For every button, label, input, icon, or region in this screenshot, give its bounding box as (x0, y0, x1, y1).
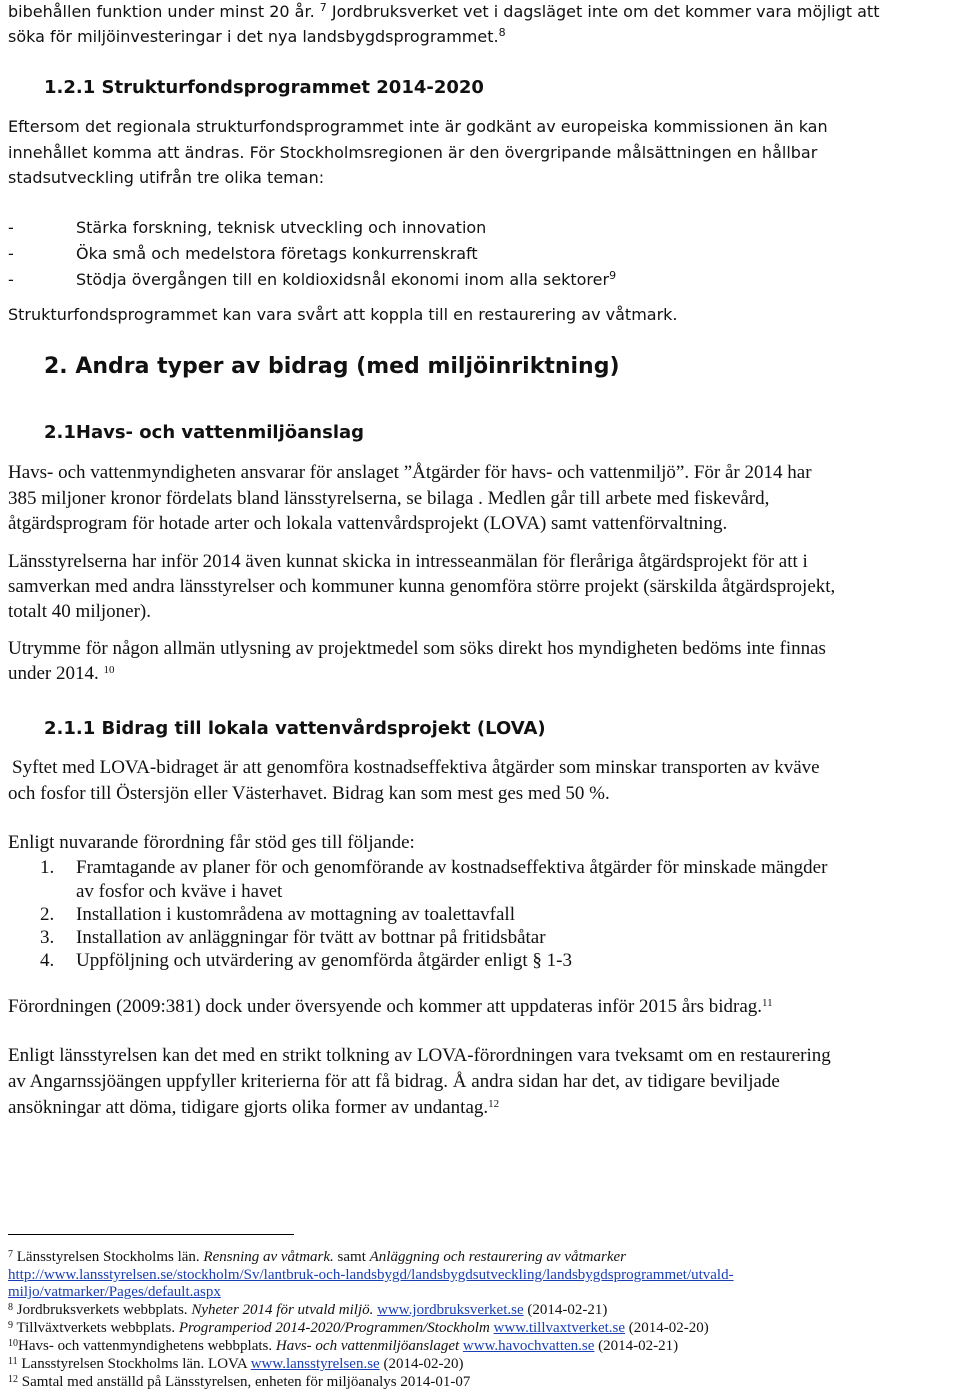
text-line: söka för miljöinvesteringar i det nya landsbygdsprogrammet.$^8$ (8, 26, 506, 46)
paragraph-line: ansökningar att döma, tidigare gjorts olika former av undantag.$^{12}$ (8, 1097, 500, 1118)
footnote-separator (8, 1234, 294, 1235)
paragraph-line: och fosfor till Östersjön eller Västerhavet. Bidrag kan som mest ges med 50 %. (8, 783, 610, 804)
footnote-ref[interactable]: 7 (319, 1, 327, 14)
footnote-11-link[interactable]: www.lansstyrelsen.se (250, 1356, 380, 1372)
list-item-cont: av fosfor och kväve i havet (76, 881, 283, 902)
paragraph-line: Enligt länsstyrelsen kan det med en strikt tolkning av LOVA-förordningen vara tveksamt om en restaurering (8, 1045, 831, 1066)
paragraph-line: Förordningen (2009:381) dock under översyende och kommer att uppdateras inför 2015 års bidrag.$^{11}$ (8, 996, 773, 1017)
list-number: 2. (40, 904, 55, 925)
list-item: Framtagande av planer för och genomförande av kostnadseffektiva åtgärder för minskade mängder (76, 857, 828, 878)
list-item: Installation av anläggningar för tvätt av bottnar på fritidsbåtar (76, 927, 546, 948)
footnote-8: $^8$ Jordbruksverkets webbplats. Nyheter 2014 för utvald miljö. www.jordbruksverket.se (2014-02-21) (8, 1302, 608, 1318)
paragraph-line: innehållet komma att ändras. För Stockholmsregionen är den övergripande målsättningen en hållbar (8, 143, 818, 162)
paragraph-line: Enligt nuvarande förordning får stöd ges till följande: (8, 832, 415, 853)
section-heading: 2.1Havs- och vattenmiljöanslag (44, 422, 365, 443)
paragraph-line: av Angarnssjöängen uppfyller kriterierna för att få bidrag. Å andra sidan har det, av tidigare beviljade (8, 1071, 780, 1092)
paragraph-line: Länsstyrelserna har inför 2014 även kunnat skicka in intresseanmälan för fleråriga åtgärdsprojekt för att i (8, 551, 808, 572)
section-heading: 1.2.1 Strukturfondsprogrammet 2014-2020 (44, 77, 484, 98)
paragraph-line: Syftet med LOVA-bidraget är att genomföra kostnadseffektiva åtgärder som minskar transporten av kväve (12, 757, 820, 778)
list-item: Installation i kustområdena av mottagning av toalettavfall (76, 904, 515, 925)
section-heading: 2.1.1 Bidrag till lokala vattenvårdsprojekt (LOVA) (44, 718, 546, 739)
paragraph-line: Havs- och vattenmyndigheten ansvarar för anslaget ”Åtgärder för havs- och vattenmiljö”. För år 2014 har (8, 462, 812, 483)
footnote-7-link[interactable]: http://www.lansstyrelsen.se/stockholm/Sv/lantbruk-och-landsbygd/landsbygdsutveckling/landsbygdsprogrammet/utvald- (8, 1267, 734, 1283)
paragraph-line: 385 miljoner kronor fördelats bland länsstyrelserna, se bilaga . Medlen går till arbete med fiskevård, (8, 488, 770, 509)
list-item: Uppföljning och utvärdering av genomförda åtgärder enligt § 1-3 (76, 950, 572, 971)
paragraph-line: åtgärdsprogram för hotade arter och lokala vattenvårdsprojekt (LOVA) samt vattenförvaltning. (8, 513, 728, 534)
paragraph-line: Strukturfondsprogrammet kan vara svårt att koppla till en restaurering av våtmark. (8, 305, 678, 324)
footnote-ref[interactable]: 8 (498, 26, 506, 39)
bullet-item: - Stärka forskning, teknisk utveckling och innovation (8, 218, 487, 237)
paragraph-line: totalt 40 miljoner). (8, 601, 152, 622)
list-number: 3. (40, 927, 55, 948)
footnote-12: $^{12}$ Samtal med anställd på Länsstyrelsen, enheten för miljöanalys 2014-01-07 (8, 1374, 471, 1390)
footnote-9-link[interactable]: www.tillvaxtverket.se (493, 1320, 626, 1336)
footnote-ref[interactable]: 12 (488, 1098, 500, 1110)
footnote-9: $^9$ Tillväxtverkets webbplats. Programperiod 2014-2020/Programmen/Stockholm www.tillvaxtverket.se (2014-02-20) (8, 1320, 709, 1336)
footnote-10-link[interactable]: www.havochvatten.se (462, 1338, 595, 1354)
footnote-ref[interactable]: 11 (762, 997, 773, 1009)
list-number: 1. (40, 857, 55, 878)
footnote-10: $^{10}$Havs- och vattenmyndighetens webbplats. Havs- och vattenmiljöanslaget www.havochvatten.se (2014-02-21) (8, 1338, 679, 1354)
footnote-ref[interactable]: 10 (103, 664, 115, 676)
bullet-item: - Öka små och medelstora företags konkurrenskraft (8, 244, 478, 263)
section-heading: 2. Andra typer av bidrag (med miljöinriktning) (44, 354, 620, 379)
footnote-8-link[interactable]: www.jordbruksverket.se (377, 1302, 524, 1318)
paragraph-line: stadsutveckling utifrån tre olika teman: (8, 168, 325, 187)
paragraph-line: under 2014. $^{10}$ (8, 663, 115, 684)
bullet-item: - Stödja övergången till en koldioxidsnål ekonomi inom alla sektorer$^9$ (8, 269, 617, 289)
footnote-11: $^{11}$ Lansstyrelsen Stockholms län. LOVA www.lansstyrelsen.se (2014-02-20) (8, 1356, 464, 1372)
paragraph-line: samverkan med andra länsstyrelser och kommuner kunna genomföra större projekt (särskilda åtgärdsprojekt, (8, 576, 836, 597)
text-line: bibehållen funktion under minst 20 år. $^7$ Jordbruksverket vet i dagsläget inte om det kommer vara möjligt att (8, 1, 880, 21)
paragraph-line: Utrymme för någon allmän utlysning av projektmedel som söks direkt hos myndigheten bedöms inte finnas (8, 638, 826, 659)
footnote-ref[interactable]: 9 (609, 269, 617, 282)
list-number: 4. (40, 950, 55, 971)
footnote-7-link-cont[interactable]: miljo/vatmarker/Pages/default.aspx (8, 1284, 221, 1300)
footnote-7: $^7$ Länsstyrelsen Stockholms län. Rensning av våtmark. samt Anläggning och restaurering av våtmarker (8, 1249, 626, 1265)
paragraph-line: Eftersom det regionala strukturfondsprogrammet inte är godkänt av europeiska kommissionen än kan (8, 117, 828, 136)
